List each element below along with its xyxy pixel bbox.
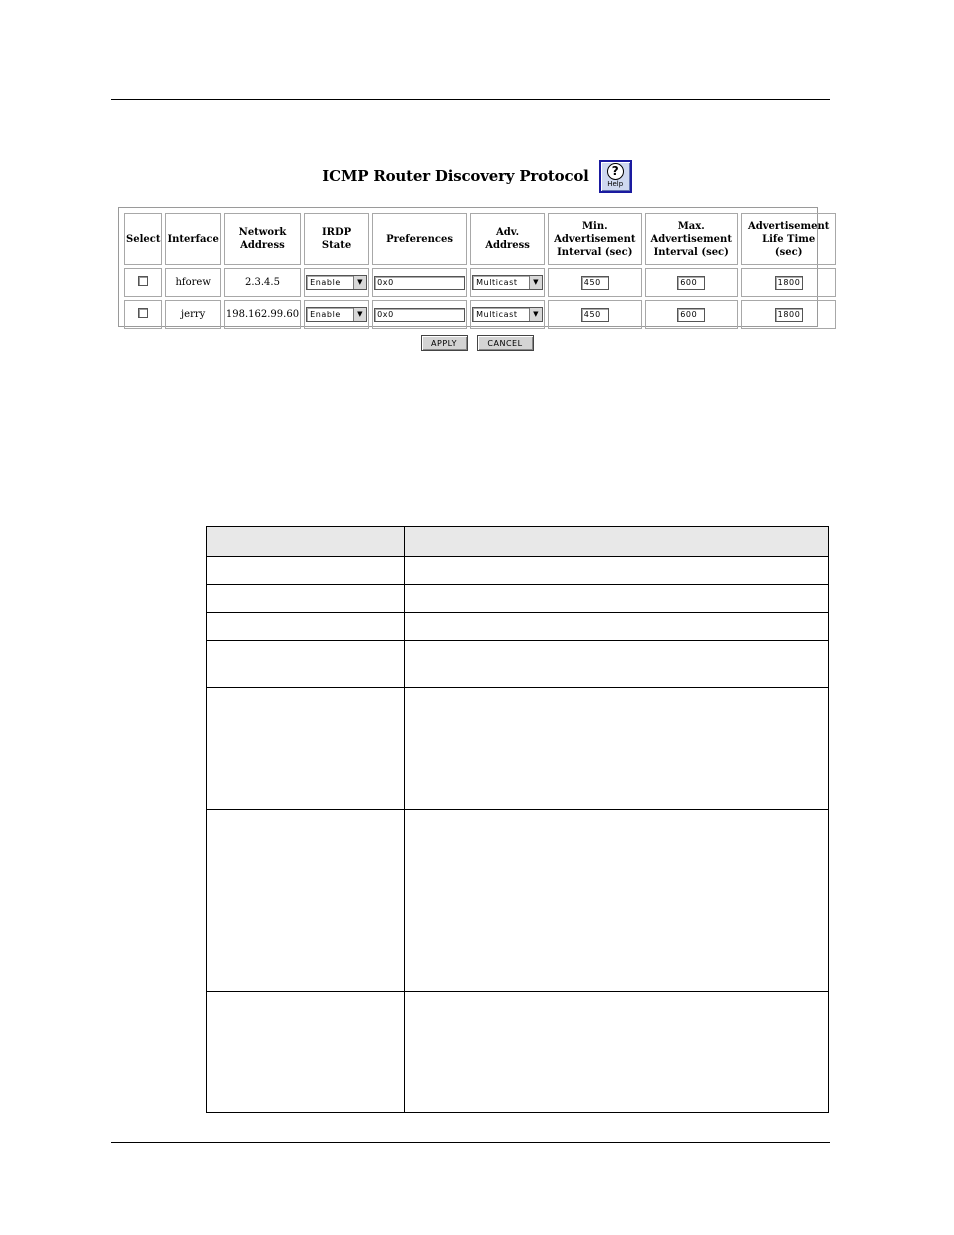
select-cell	[124, 268, 162, 297]
life-time-input[interactable]: 1800	[775, 276, 803, 290]
select-checkbox[interactable]	[138, 308, 148, 318]
description-row	[207, 992, 829, 1113]
irdp-header-row	[124, 213, 836, 265]
bottom-rule	[111, 1142, 830, 1143]
life-time-input[interactable]: 1800	[775, 308, 803, 322]
preferences-cell	[372, 300, 467, 329]
chevron-down-icon: ▼	[529, 308, 542, 321]
header-interface: Interface	[165, 213, 220, 265]
header-irdp-state: IRDP State	[304, 213, 369, 265]
description-field-cell	[207, 585, 405, 613]
description-text-cell	[405, 992, 829, 1113]
help-button[interactable]	[599, 160, 632, 193]
header-max-interval: Max. Advertisement Interval (sec)	[645, 213, 738, 265]
description-text-cell	[405, 585, 829, 613]
network-address-cell: 2.3.4.5	[224, 268, 301, 297]
interface-cell: hforew	[165, 268, 220, 297]
adv-address-cell	[470, 268, 545, 297]
min-interval-cell	[548, 268, 641, 297]
header-select: Select	[124, 213, 162, 265]
irdp-state-select[interactable]	[306, 307, 367, 322]
select-cell	[124, 300, 162, 329]
chevron-down-icon: ▼	[529, 276, 542, 289]
table-row	[124, 300, 836, 329]
max-interval-cell	[645, 268, 738, 297]
description-row	[207, 810, 829, 992]
description-row	[207, 585, 829, 613]
adv-address-select[interactable]	[472, 275, 543, 290]
adv-address-value: Multicast	[476, 278, 518, 287]
life-time-cell	[741, 300, 836, 329]
description-field-cell	[207, 992, 405, 1113]
apply-button[interactable]: APPLY	[421, 335, 468, 351]
preferences-input[interactable]: 0x0	[374, 276, 465, 290]
description-field-cell	[207, 688, 405, 810]
help-label: Help	[607, 180, 624, 188]
description-field-cell	[207, 557, 405, 585]
irdp-state-cell	[304, 300, 369, 329]
max-interval-cell	[645, 300, 738, 329]
chevron-down-icon: ▼	[353, 276, 366, 289]
irdp-state-select[interactable]	[306, 275, 367, 290]
irdp-table-frame	[118, 207, 830, 327]
max-interval-input[interactable]: 600	[677, 308, 705, 322]
description-field-cell	[207, 613, 405, 641]
description-text-cell	[405, 810, 829, 992]
description-header-field	[207, 527, 405, 557]
irdp-table	[121, 210, 839, 332]
network-address-cell: 198.162.99.60	[224, 300, 301, 329]
description-row	[207, 557, 829, 585]
description-field-cell	[207, 641, 405, 688]
adv-address-value: Multicast	[476, 310, 518, 319]
description-header-description	[405, 527, 829, 557]
header-network-address: Network Address	[224, 213, 301, 265]
min-interval-cell	[548, 300, 641, 329]
action-buttons	[0, 335, 954, 351]
chevron-down-icon: ▼	[353, 308, 366, 321]
header-min-interval: Min. Advertisement Interval (sec)	[548, 213, 641, 265]
interface-cell: jerry	[165, 300, 220, 329]
preferences-input[interactable]: 0x0	[374, 308, 465, 322]
description-text-cell	[405, 613, 829, 641]
life-time-cell	[741, 268, 836, 297]
irdp-state-value: Enable	[310, 278, 341, 287]
description-row	[207, 613, 829, 641]
description-field-cell	[207, 810, 405, 992]
header-adv-address: Adv. Address	[470, 213, 545, 265]
top-rule	[111, 99, 830, 100]
description-row	[207, 688, 829, 810]
max-interval-input[interactable]: 600	[677, 276, 705, 290]
adv-address-cell	[470, 300, 545, 329]
page-header	[0, 158, 954, 194]
preferences-cell	[372, 268, 467, 297]
irdp-state-value: Enable	[310, 310, 341, 319]
irdp-state-cell	[304, 268, 369, 297]
header-preferences: Preferences	[372, 213, 467, 265]
adv-address-select[interactable]	[472, 307, 543, 322]
description-header-row	[207, 527, 829, 557]
cancel-button[interactable]: CANCEL	[477, 335, 534, 351]
description-row	[207, 641, 829, 688]
description-table	[206, 526, 829, 1113]
description-text-cell	[405, 688, 829, 810]
min-interval-input[interactable]: 450	[581, 276, 609, 290]
select-checkbox[interactable]	[138, 276, 148, 286]
description-text-cell	[405, 557, 829, 585]
page-title: ICMP Router Discovery Protocol	[322, 167, 589, 185]
help-icon: ?	[607, 163, 624, 180]
table-row	[124, 268, 836, 297]
description-text-cell	[405, 641, 829, 688]
header-life-time: Advertisement Life Time (sec)	[741, 213, 836, 265]
min-interval-input[interactable]: 450	[581, 308, 609, 322]
